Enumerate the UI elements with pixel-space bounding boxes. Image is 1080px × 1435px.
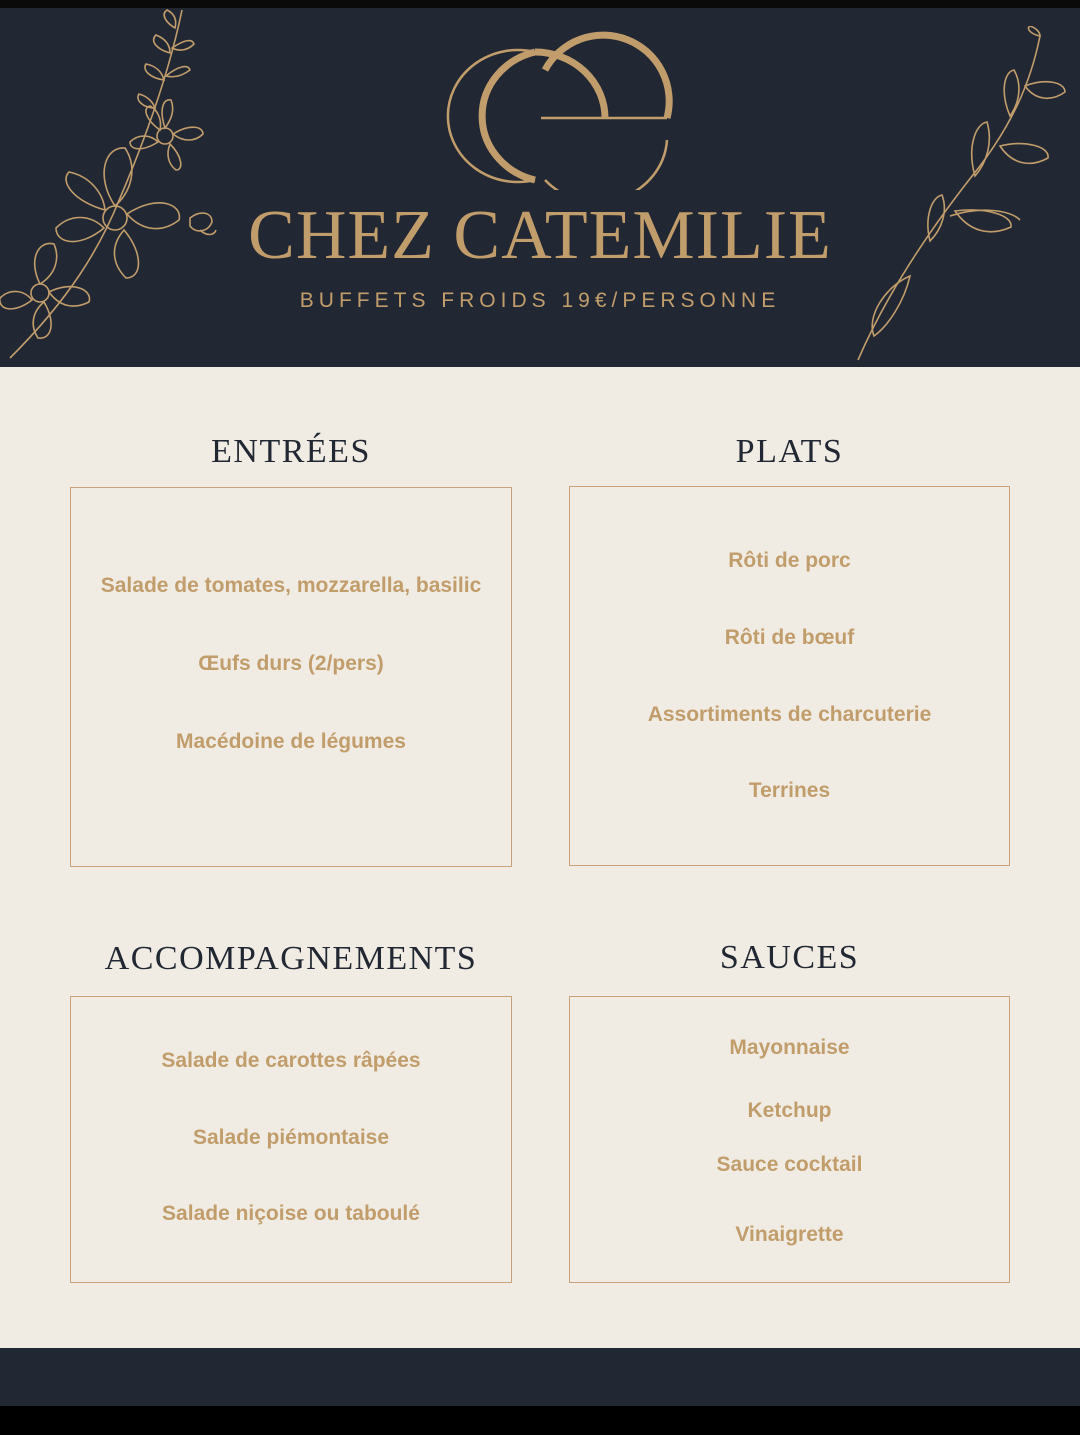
accompagnements-item-1: Salade de carottes râpées [161, 1049, 421, 1072]
header-banner [0, 8, 1080, 367]
entrees-item-1: Salade de tomates, mozzarella, basilic [100, 574, 482, 597]
section-title-accompagnements: ACCOMPAGNEMENTS [104, 940, 478, 977]
entrees-item-2: Œufs durs (2/pers) [198, 652, 384, 675]
menu-content [0, 367, 1080, 1348]
accompagnements-item-3: Salade niçoise ou taboulé [162, 1202, 420, 1225]
section-title-sauces: SAUCES [719, 939, 860, 976]
bottom-edge [0, 1406, 1080, 1435]
sauces-item-4: Vinaigrette [735, 1223, 844, 1246]
footer-band [0, 1348, 1080, 1406]
plats-item-4: Terrines [748, 779, 831, 802]
sauces-item-1: Mayonnaise [729, 1036, 850, 1059]
entrees-box [70, 487, 512, 867]
plats-item-1: Rôti de porc [728, 549, 851, 572]
ce-monogram-icon [405, 30, 675, 190]
top-edge [0, 0, 1080, 8]
sauces-box [569, 996, 1010, 1283]
buffet-price-subtitle: BUFFETS FROIDS 19€/PERSONNE [299, 289, 781, 312]
plats-item-2: Rôti de bœuf [724, 626, 855, 649]
section-title-entrees: ENTRÉES [211, 433, 371, 470]
entrees-item-3: Macédoine de légumes [176, 730, 406, 753]
section-title-plats: PLATS [735, 433, 844, 470]
sauces-item-3: Sauce cocktail [716, 1153, 863, 1176]
plats-item-3: Assortiments de charcuterie [647, 703, 932, 726]
plats-box [569, 486, 1010, 866]
accompagnements-box [70, 996, 512, 1283]
sauces-item-2: Ketchup [747, 1099, 832, 1122]
accompagnements-item-2: Salade piémontaise [192, 1126, 390, 1149]
floral-left-icon [0, 8, 235, 368]
brand-name: CHEZ CATEMILIE [248, 197, 832, 274]
